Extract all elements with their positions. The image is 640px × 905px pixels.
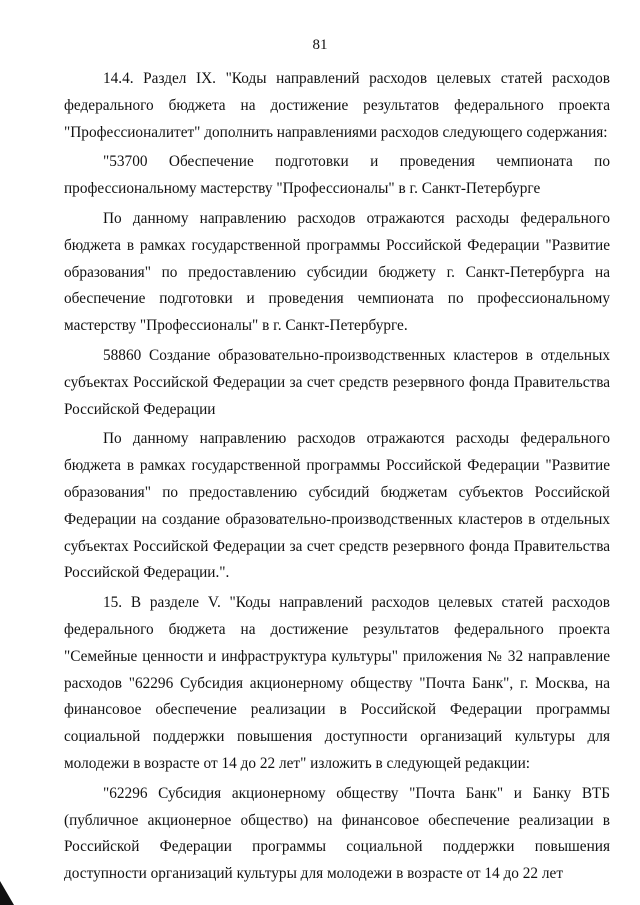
paragraph-15: 15. В разделе V. "Коды направлений расходов целевых статей расходов федерального бюджета на достижение результатов федерального проекта "Семейные ценности и инфраструктура культуры" приложения № 32 направление расходов "62296 Субсидия акционерному обществу "Почта Банк", г. Москва, на финансовое обеспечение реализации в Российской Федерации программы социальной поддержки повышения доступности организаций культуры для молодежи в возрасте от 14 до 22 лет" изложить в следующей редакции: — [64, 594, 610, 772]
paragraph-53700-description: По данному направлению расходов отражаются расходы федерального бюджета в рамках государственной программы Российской Федерации "Развитие образования" по предоставлению субсидии бюджету г. Санкт-Петербурга на обеспечение подготовки и проведения чемпионата по профессиональному мастерству "Профессионалы" в г. Санкт-Петербурге. — [64, 209, 610, 335]
page-number: 81 — [312, 37, 328, 53]
scan-corner-mark — [0, 879, 18, 905]
paragraph-62296-new-wording: "62296 Субсидия акционерному обществу "Почта Банк" и Банку ВТБ (публичное акционерное общество) на финансовое обеспечение реализации в Российской Федерации программы социальной поддержки повышения доступности организаций культуры для молодежи в возрасте от 14 до 22 лет — [64, 784, 610, 883]
document-body — [64, 66, 610, 891]
paragraph-53700-title: "53700 Обеспечение подготовки и проведения чемпионата по профессиональному мастерству "Профессионалы" в г. Санкт-Петербурге — [64, 153, 610, 198]
paragraph-58860-description: По данному направлению расходов отражаются расходы федерального бюджета в рамках государственной программы Российской Федерации "Развитие образования" по предоставлению субсидий бюджетам субъектов Российской Федерации на создание образовательно-производственных кластеров в отдельных субъектах Российской Федерации за счет средств резервного фонда Правительства Российской Федерации.". — [64, 430, 610, 582]
paragraph-14-4: 14.4. Раздел IX. "Коды направлений расходов целевых статей расходов федерального бюджета на достижение результатов федерального проекта "Профессионалитет" дополнить направлениями расходов следующего содержания: — [64, 70, 610, 141]
paragraph-58860-title: 58860 Создание образовательно-производственных кластеров в отдельных субъектах Российской Федерации за счет средств резервного фонда Правительства Российской Федерации — [64, 346, 610, 418]
